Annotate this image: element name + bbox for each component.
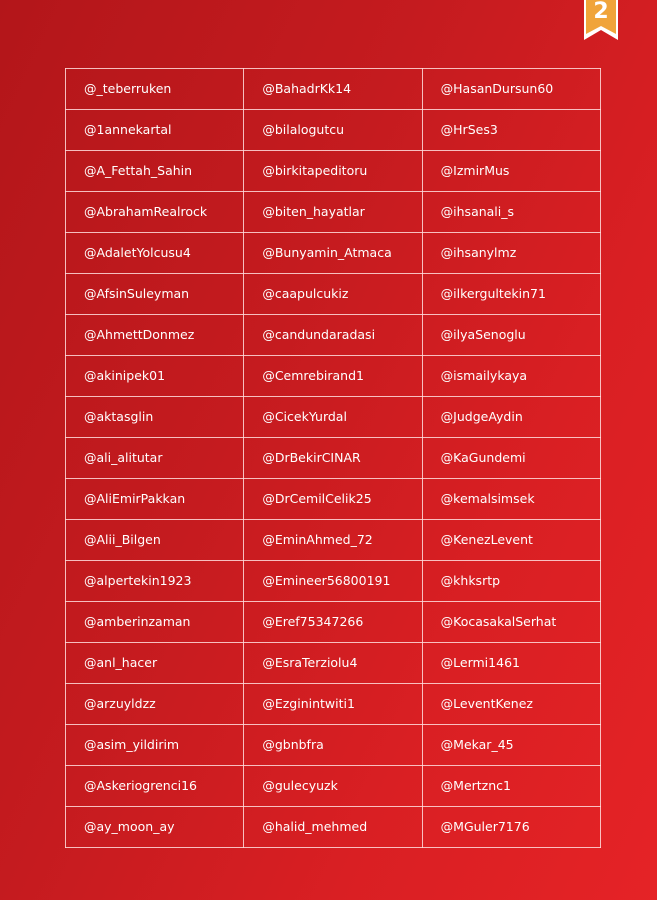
handle-cell: @Emineer56800191 xyxy=(244,561,422,602)
handle-cell: @AdaletYolcusu4 xyxy=(66,233,244,274)
table-row xyxy=(66,438,601,479)
handle-cell: @Lermi1461 xyxy=(422,643,600,684)
handle-cell: @MGuler7176 xyxy=(422,807,600,848)
table-row xyxy=(66,725,601,766)
handle-cell: @IzmirMus xyxy=(422,151,600,192)
handle-cell: @HrSes3 xyxy=(422,110,600,151)
handle-cell: @KaGundemi xyxy=(422,438,600,479)
table-row xyxy=(66,602,601,643)
handle-cell: @EsraTerziolu4 xyxy=(244,643,422,684)
handle-cell: @Mekar_45 xyxy=(422,725,600,766)
handle-cell: @ali_alitutar xyxy=(66,438,244,479)
table-row xyxy=(66,807,601,848)
handle-cell: @AbrahamRealrock xyxy=(66,192,244,233)
handle-cell: @kemalsimsek xyxy=(422,479,600,520)
handle-cell: @gbnbfra xyxy=(244,725,422,766)
handle-cell: @khksrtp xyxy=(422,561,600,602)
handle-cell: @caapulcukiz xyxy=(244,274,422,315)
handle-cell: @AfsinSuleyman xyxy=(66,274,244,315)
handle-cell: @BahadrKk14 xyxy=(244,69,422,110)
handle-cell: @biten_hayatlar xyxy=(244,192,422,233)
table-row xyxy=(66,766,601,807)
table-row xyxy=(66,643,601,684)
handle-cell: @Ezginintwiti1 xyxy=(244,684,422,725)
handle-cell: @Eref75347266 xyxy=(244,602,422,643)
table-row xyxy=(66,479,601,520)
handle-cell: @candundaradasi xyxy=(244,315,422,356)
handle-cell: @HasanDursun60 xyxy=(422,69,600,110)
page-number: 2 xyxy=(593,0,609,24)
table-row xyxy=(66,315,601,356)
handles-table xyxy=(65,68,601,848)
handle-cell: @EminAhmed_72 xyxy=(244,520,422,561)
handle-cell: @Alii_Bilgen xyxy=(66,520,244,561)
table-row xyxy=(66,684,601,725)
handle-cell: @ihsanylmz xyxy=(422,233,600,274)
page-number-badge xyxy=(584,0,618,40)
handle-cell: @AhmettDonmez xyxy=(66,315,244,356)
handle-cell: @ay_moon_ay xyxy=(66,807,244,848)
handle-cell: @A_Fettah_Sahin xyxy=(66,151,244,192)
handle-cell: @Askeriogrenci16 xyxy=(66,766,244,807)
handle-cell: @anl_hacer xyxy=(66,643,244,684)
table-row xyxy=(66,561,601,602)
table-row xyxy=(66,233,601,274)
handle-cell: @_teberruken xyxy=(66,69,244,110)
table-row xyxy=(66,192,601,233)
handle-cell: @LeventKenez xyxy=(422,684,600,725)
handle-cell: @arzuyldzz xyxy=(66,684,244,725)
handle-cell: @alpertekin1923 xyxy=(66,561,244,602)
handle-cell: @bilalogutcu xyxy=(244,110,422,151)
handle-cell: @ismailykaya xyxy=(422,356,600,397)
table-row xyxy=(66,356,601,397)
handle-cell: @ilyaSenoglu xyxy=(422,315,600,356)
handle-cell: @KocasakalSerhat xyxy=(422,602,600,643)
handle-cell: @amberinzaman xyxy=(66,602,244,643)
handle-cell: @AliEmirPakkan xyxy=(66,479,244,520)
table-row xyxy=(66,397,601,438)
handle-cell: @gulecyuzk xyxy=(244,766,422,807)
handle-cell: @asim_yildirim xyxy=(66,725,244,766)
handle-cell: @halid_mehmed xyxy=(244,807,422,848)
handle-cell: @CicekYurdal xyxy=(244,397,422,438)
handle-cell: @birkitapeditoru xyxy=(244,151,422,192)
table-row xyxy=(66,110,601,151)
handle-cell: @KenezLevent xyxy=(422,520,600,561)
table-row xyxy=(66,520,601,561)
handle-cell: @aktasglin xyxy=(66,397,244,438)
table-row xyxy=(66,151,601,192)
handle-cell: @ilkergultekin71 xyxy=(422,274,600,315)
handle-cell: @1annekartal xyxy=(66,110,244,151)
handle-cell: @ihsanali_s xyxy=(422,192,600,233)
table-row xyxy=(66,69,601,110)
handle-cell: @Cemrebirand1 xyxy=(244,356,422,397)
handle-cell: @DrBekirCINAR xyxy=(244,438,422,479)
handle-cell: @akinipek01 xyxy=(66,356,244,397)
handle-cell: @JudgeAydin xyxy=(422,397,600,438)
handle-cell: @Bunyamin_Atmaca xyxy=(244,233,422,274)
handle-cell: @DrCemilCelik25 xyxy=(244,479,422,520)
table-row xyxy=(66,274,601,315)
handle-cell: @Mertznc1 xyxy=(422,766,600,807)
